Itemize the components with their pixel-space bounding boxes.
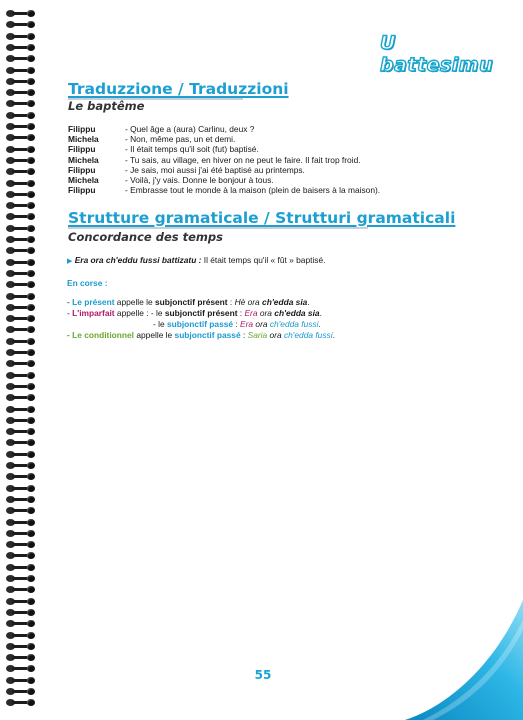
rule-line bbox=[67, 297, 310, 308]
spiral-coil bbox=[6, 654, 40, 662]
spiral-coil bbox=[6, 462, 40, 470]
spiral-coil bbox=[6, 146, 40, 154]
spiral-coil bbox=[6, 191, 40, 199]
title-underline-rule bbox=[68, 227, 368, 229]
speaker: Filippu bbox=[68, 124, 96, 134]
spiral-coil bbox=[6, 383, 40, 391]
spiral-coil bbox=[6, 428, 40, 436]
rule-line bbox=[67, 308, 322, 319]
spiral-coil bbox=[6, 598, 40, 606]
spiral-coil bbox=[6, 112, 40, 120]
spiral-coil bbox=[6, 507, 40, 515]
section-subtitle-bapteme: Le baptême bbox=[68, 99, 145, 113]
spiral-coil bbox=[6, 485, 40, 493]
spiral-coil bbox=[6, 100, 40, 108]
example: ora bbox=[267, 330, 284, 340]
spiral-coil bbox=[6, 699, 40, 707]
spiral-coil bbox=[6, 10, 40, 18]
spiral-coil bbox=[6, 281, 40, 289]
spiral-coil bbox=[6, 293, 40, 301]
spiral-coil bbox=[6, 168, 40, 176]
section-title-traduzzione: Traduzzione / Traduzzioni bbox=[68, 80, 289, 98]
example: ora bbox=[257, 308, 275, 318]
rule-text: appelle : - le bbox=[114, 308, 165, 318]
spiral-coil bbox=[6, 157, 40, 165]
example-translation: Il était temps qu'il « fût » baptisé. bbox=[201, 255, 326, 265]
dialog-text: - Voilà, j'y vais. Donne le bonjour à tous. bbox=[125, 174, 274, 185]
spiral-coil bbox=[6, 677, 40, 685]
spiral-coil bbox=[6, 643, 40, 651]
tense-imparfait: L'imparfait bbox=[72, 308, 115, 318]
chapter-title: U battesimu bbox=[380, 32, 494, 76]
spiral-coil bbox=[6, 439, 40, 447]
spiral-coil bbox=[6, 372, 40, 380]
spiral-coil bbox=[6, 213, 40, 221]
spiral-coil bbox=[6, 620, 40, 628]
mode-subj-passe: subjonctif passé bbox=[166, 319, 234, 329]
section-title-strutture: Strutture gramaticale / Strutturi gramaticali bbox=[68, 209, 456, 227]
dialog-text: - Il était temps qu'il soit (fut) baptisé. bbox=[125, 144, 259, 155]
rule-line bbox=[153, 319, 321, 330]
spiral-coil bbox=[6, 247, 40, 255]
spiral-coil bbox=[6, 44, 40, 52]
spiral-coil bbox=[6, 564, 40, 572]
page-number: 55 bbox=[254, 668, 272, 682]
spiral-coil bbox=[6, 394, 40, 402]
rule-text: : bbox=[237, 308, 245, 318]
spiral-coil bbox=[6, 55, 40, 63]
example: ch'edda fussi bbox=[269, 319, 319, 329]
spiral-coil bbox=[6, 360, 40, 368]
spiral-coil bbox=[6, 552, 40, 560]
speaker: Filippu bbox=[68, 144, 96, 155]
example: Saria bbox=[247, 330, 268, 340]
mode-subj-passe: subjonctif passé bbox=[174, 330, 241, 340]
example: ch'edda fussi bbox=[283, 330, 333, 340]
en-corse-label: En corse : bbox=[67, 278, 108, 288]
rule-text: : bbox=[227, 297, 235, 307]
rule-text: appelle le bbox=[114, 297, 155, 307]
example-corse: Era ora ch'eddu fussi battizatu : bbox=[74, 255, 202, 265]
example: ch'edda sia bbox=[274, 308, 320, 318]
spiral-coil bbox=[6, 338, 40, 346]
spiral-coil bbox=[6, 270, 40, 278]
example-sentence bbox=[67, 255, 325, 268]
spiral-coil bbox=[6, 326, 40, 334]
spiral-coil bbox=[6, 519, 40, 527]
dialog-text: - Quel âge a (aura) Carlinu, deux ? bbox=[125, 124, 255, 134]
arrow-icon: ▶ bbox=[67, 258, 73, 265]
spiral-coil bbox=[6, 33, 40, 41]
spiral-coil bbox=[6, 89, 40, 97]
tense-conditionnel: Le conditionnel bbox=[72, 330, 135, 340]
spiral-coil bbox=[6, 78, 40, 86]
spiral-coil bbox=[6, 665, 40, 673]
corner-page-curl bbox=[403, 600, 523, 720]
dash: - bbox=[67, 330, 73, 340]
spiral-coil bbox=[6, 202, 40, 210]
spiral-coil bbox=[6, 134, 40, 142]
spiral-coil bbox=[6, 225, 40, 233]
dialog-text: - Je sais, moi aussi j'ai été baptisé au printemps. bbox=[125, 164, 305, 175]
spiral-coil bbox=[6, 304, 40, 312]
spiral-coil bbox=[6, 541, 40, 549]
rule-text: . bbox=[319, 308, 322, 318]
spiral-coil bbox=[6, 609, 40, 617]
spiral-coil bbox=[6, 586, 40, 594]
speaker: Michela bbox=[68, 154, 99, 165]
rule-text: : bbox=[233, 319, 241, 329]
speaker: Michela bbox=[68, 134, 99, 145]
rule-text: . bbox=[307, 297, 310, 307]
spiral-coil bbox=[6, 349, 40, 357]
spiral-coil bbox=[6, 575, 40, 583]
rule-text: : bbox=[240, 330, 248, 340]
mode-subj-present: subjonctif présent bbox=[164, 308, 238, 318]
mode-subj-present: subjonctif présent bbox=[155, 297, 228, 307]
spiral-coil bbox=[6, 315, 40, 323]
dash: - bbox=[67, 297, 73, 307]
spiral-coil bbox=[6, 259, 40, 267]
dialog-text: - Embrasse tout le monde à la maison (plein de baisers à la maison). bbox=[125, 185, 381, 196]
spiral-coil bbox=[6, 236, 40, 244]
spiral-coil bbox=[6, 451, 40, 459]
rule-line bbox=[67, 330, 335, 341]
rule-text: . bbox=[332, 330, 335, 340]
spiral-coil bbox=[6, 67, 40, 75]
example: Era bbox=[244, 308, 258, 318]
example: Era bbox=[240, 319, 254, 329]
spiral-coil bbox=[6, 688, 40, 696]
spiral-coil bbox=[6, 417, 40, 425]
example: ch'edda sia bbox=[259, 297, 308, 307]
dialog-text: - Non, même pas, un et demi. bbox=[125, 134, 236, 145]
example: ora bbox=[253, 319, 270, 329]
spiral-coil bbox=[6, 496, 40, 504]
spiral-coil bbox=[6, 473, 40, 481]
rule-text: - le bbox=[153, 319, 167, 329]
rule-text: . bbox=[318, 319, 321, 329]
spiral-coil bbox=[6, 180, 40, 188]
tense-present: Le présent bbox=[72, 297, 115, 307]
section-subtitle-concordance: Concordance des temps bbox=[68, 230, 223, 244]
dialog-text: - Tu sais, au village, en hiver on ne peut le faire. Il fait trop froid. bbox=[125, 154, 361, 165]
spiral-binding bbox=[6, 10, 40, 716]
speaker: Filippu bbox=[68, 185, 96, 196]
dash: - bbox=[67, 308, 73, 318]
spiral-coil bbox=[6, 406, 40, 414]
speaker: Filippu bbox=[68, 164, 96, 175]
spiral-coil bbox=[6, 530, 40, 538]
spiral-coil bbox=[6, 632, 40, 640]
rule-text: appelle le bbox=[134, 330, 175, 340]
speaker: Michela bbox=[68, 174, 99, 185]
spiral-coil bbox=[6, 21, 40, 29]
example: Hè ora bbox=[234, 297, 260, 307]
spiral-coil bbox=[6, 123, 40, 131]
